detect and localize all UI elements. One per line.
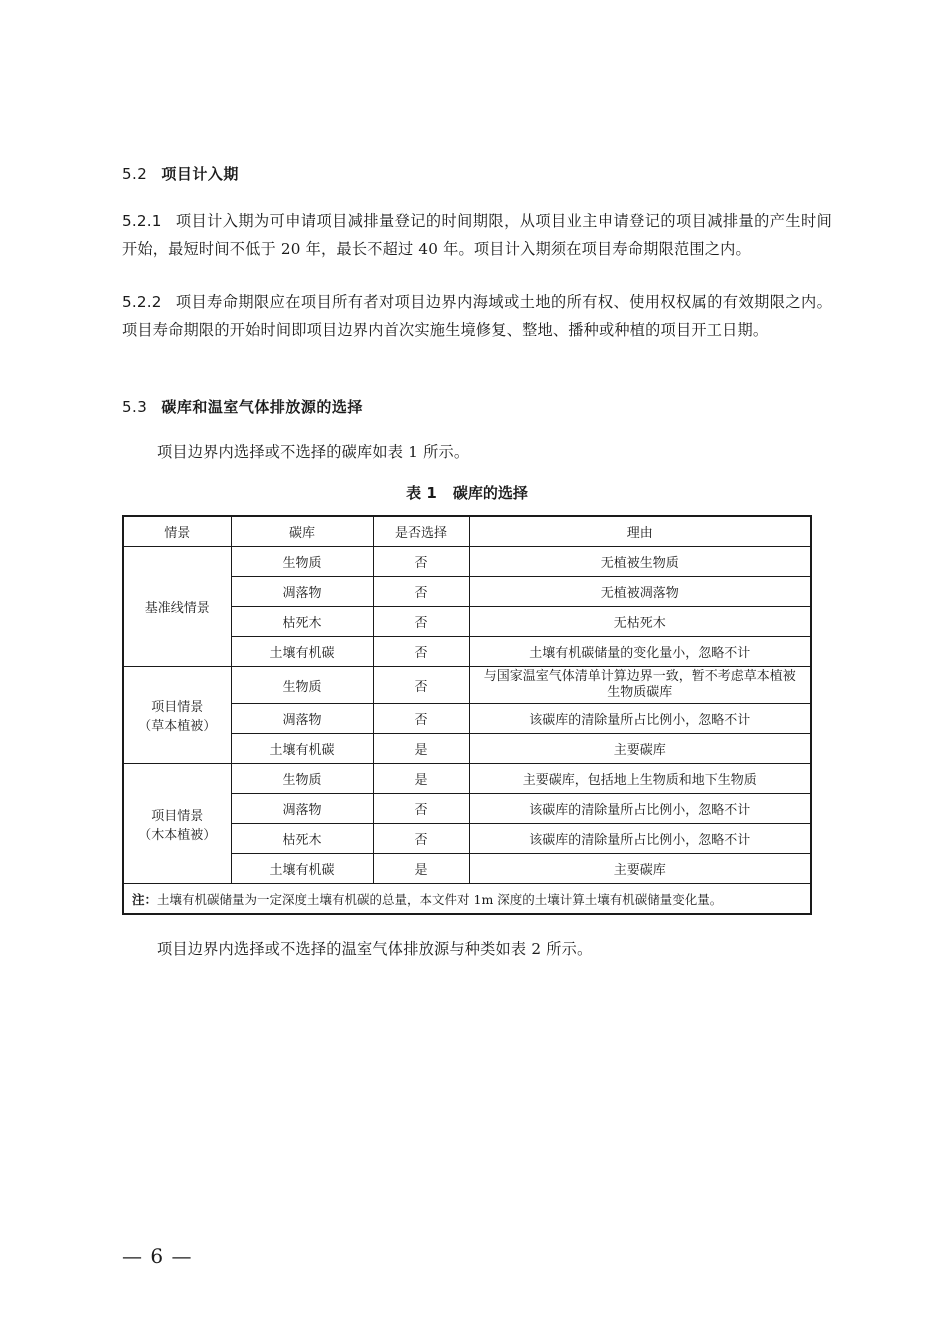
header-carbon-pool: 碳库 <box>231 516 373 547</box>
section-number: 5.2 <box>122 165 148 183</box>
table-note <box>123 884 811 915</box>
scenario-line: 项目情景 <box>151 700 204 715</box>
table1-caption <box>122 482 812 503</box>
section-number: 5.3 <box>122 398 148 416</box>
table-label: 表 1 <box>406 484 437 502</box>
table-row <box>123 667 811 704</box>
selected-cell: 否 <box>373 637 469 667</box>
scenario-line: 项目情景 <box>151 808 204 824</box>
carbon-pool-table <box>122 515 812 915</box>
pool-cell: 土壤有机碳 <box>231 854 373 884</box>
pool-cell: 枯死木 <box>231 824 373 854</box>
reason-cell: 与国家温室气体清单计算边界一致，暂不考虑草本植被生物质碳库 <box>469 667 811 704</box>
section-heading-5-3 <box>122 396 363 417</box>
page-number: — 6 — <box>122 1244 193 1268</box>
pool-cell: 土壤有机碳 <box>231 734 373 764</box>
scenario-line: （木本植被） <box>138 827 217 843</box>
scenario-cell: 基准线情景 <box>123 547 231 667</box>
selected-cell: 否 <box>373 577 469 607</box>
selected-cell: 否 <box>373 547 469 577</box>
pool-cell: 生物质 <box>231 764 373 794</box>
clause-number: 5.2.1 <box>122 212 162 230</box>
scenario-cell <box>123 764 231 884</box>
table-note-row <box>123 884 811 915</box>
table1-intro: 项目边界内选择或不选择的碳库如表 1 所示。 <box>157 443 470 461</box>
pool-cell: 枯死木 <box>231 607 373 637</box>
paragraph-5-2-1 <box>122 207 832 263</box>
selected-cell: 否 <box>373 667 469 704</box>
reason-cell: 土壤有机碳储量的变化量小，忽略不计 <box>469 637 811 667</box>
pool-cell: 生物质 <box>231 667 373 704</box>
reason-cell: 主要碳库，包括地上生物质和地下生物质 <box>469 764 811 794</box>
reason-cell: 该碳库的清除量所占比例小，忽略不计 <box>469 794 811 824</box>
header-selected: 是否选择 <box>373 516 469 547</box>
table-header-row <box>123 516 811 547</box>
reason-cell: 无植被凋落物 <box>469 577 811 607</box>
pool-cell: 土壤有机碳 <box>231 637 373 667</box>
scenario-cell <box>123 667 231 764</box>
clause-text: 项目寿命期限应在项目所有者对项目边界内海域或土地的所有权、使用权权属的有效期限之内。项目寿命期限的开始时间即项目边界内首次实施生境修复、整地、播种或种植的项目开工日期。 <box>122 293 832 339</box>
scenario-line: （草本植被） <box>138 719 217 734</box>
pool-cell: 凋落物 <box>231 704 373 734</box>
selected-cell: 是 <box>373 854 469 884</box>
paragraph-5-2-2 <box>122 288 832 344</box>
selected-cell: 否 <box>373 824 469 854</box>
selected-cell: 是 <box>373 734 469 764</box>
clause-number: 5.2.2 <box>122 293 162 311</box>
table-row <box>123 547 811 577</box>
reason-cell: 无植被生物质 <box>469 547 811 577</box>
table-title: 碳库的选择 <box>452 484 528 502</box>
note-text: 土壤有机碳储量为一定深度土壤有机碳的总量，本文件对 1m 深度的土壤计算土壤有机碳储量变化量。 <box>157 891 723 907</box>
table-row <box>123 764 811 794</box>
section-title: 碳库和温室气体排放源的选择 <box>161 398 363 416</box>
clause-text: 项目计入期为可申请项目减排量登记的时间期限，从项目业主申请登记的项目减排量的产生时间开始，最短时间不低于 20 年，最长不超过 40 年。项目计入期须在项目寿命期限范围之内。 <box>122 212 832 258</box>
reason-cell: 该碳库的清除量所占比例小，忽略不计 <box>469 704 811 734</box>
pool-cell: 凋落物 <box>231 577 373 607</box>
section-title: 项目计入期 <box>161 165 239 183</box>
reason-cell: 主要碳库 <box>469 854 811 884</box>
header-scenario: 情景 <box>123 516 231 547</box>
selected-cell: 否 <box>373 607 469 637</box>
selected-cell: 是 <box>373 764 469 794</box>
note-label: 注： <box>132 891 158 907</box>
table2-intro: 项目边界内选择或不选择的温室气体排放源与种类如表 2 所示。 <box>157 940 593 958</box>
reason-cell: 该碳库的清除量所占比例小，忽略不计 <box>469 824 811 854</box>
reason-cell: 主要碳库 <box>469 734 811 764</box>
section-heading-5-2 <box>122 163 239 184</box>
pool-cell: 凋落物 <box>231 794 373 824</box>
pool-cell: 生物质 <box>231 547 373 577</box>
header-reason: 理由 <box>469 516 811 547</box>
selected-cell: 否 <box>373 794 469 824</box>
reason-cell: 无枯死木 <box>469 607 811 637</box>
selected-cell: 否 <box>373 704 469 734</box>
